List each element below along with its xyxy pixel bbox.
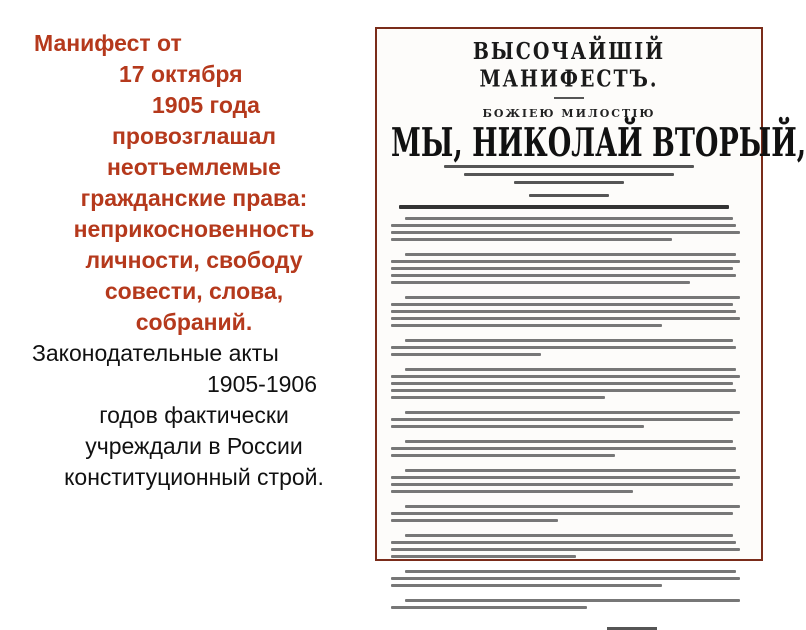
document-paragraph-gap <box>391 432 747 436</box>
document-text-line <box>391 541 736 544</box>
manifest-line-6: гражданские права: <box>80 185 308 211</box>
document-text-line <box>391 224 736 227</box>
document-text-line <box>405 534 733 537</box>
document-text-line <box>391 382 733 385</box>
manifest-line-3: 1905 года <box>152 92 260 118</box>
document-header: ВЫСОЧАЙШІЙ МАНИФЕСТЪ. <box>472 37 666 93</box>
document-text-line <box>391 577 740 580</box>
document-text-line <box>391 606 587 609</box>
acts-line-5: конституционный строй. <box>64 464 324 490</box>
document-text-line <box>391 324 662 327</box>
document-text-line <box>391 555 576 558</box>
document-text-line <box>391 353 541 356</box>
document-text-line <box>391 267 733 270</box>
document-text-line <box>391 310 736 313</box>
document-body <box>391 217 747 617</box>
document-text-line <box>391 519 558 522</box>
document-text-line <box>391 281 690 284</box>
document-paragraph-gap <box>391 497 747 501</box>
document-paragraph-gap <box>391 245 747 249</box>
document-text-line <box>391 584 662 587</box>
text-column <box>24 28 364 493</box>
document-text-line <box>405 411 740 414</box>
document-titles-block <box>391 165 747 197</box>
document-text-line <box>391 512 733 515</box>
document-text-line <box>391 317 740 320</box>
document-text-line <box>391 375 740 378</box>
document-heading-line <box>399 205 729 209</box>
document-text-line <box>391 274 736 277</box>
document-text-line <box>405 253 736 256</box>
document-subheader: БОЖІЕЮ МИЛОСТІЮ <box>482 107 656 120</box>
document-text-line <box>391 548 740 551</box>
document-text-line <box>391 389 736 392</box>
document-text-line <box>391 490 633 493</box>
document-text-line <box>391 418 733 421</box>
document-text-line <box>391 238 672 241</box>
document-ornament <box>554 97 584 99</box>
document-text-line <box>405 469 736 472</box>
manifest-line-2: 17 октября <box>119 61 243 87</box>
document-text-line <box>405 296 740 299</box>
manifest-line-7: неприкосновенность <box>73 216 315 242</box>
document-paragraph-gap <box>391 331 747 335</box>
document-text-line <box>405 505 740 508</box>
document-text-line <box>405 339 733 342</box>
document-text-line <box>391 346 736 349</box>
document-text-line <box>405 217 733 220</box>
document-text-line <box>391 396 605 399</box>
document-paragraph-gap <box>391 562 747 566</box>
document-text-line <box>405 368 736 371</box>
document-paragraph-gap <box>391 613 747 617</box>
acts-line-3: годов фактически <box>99 402 289 428</box>
document-paragraph-gap <box>391 526 747 530</box>
acts-line-2: 1905-1906 <box>207 371 317 397</box>
document-text-line <box>391 454 615 457</box>
acts-line-4: учреждали в России <box>85 433 303 459</box>
document-paragraph-gap <box>391 591 747 595</box>
document-title: МЫ, НИКОЛАЙ ВТОРЫЙ, <box>391 121 806 166</box>
document-text-line <box>464 173 674 176</box>
manifest-line-1: Манифест от <box>34 30 182 56</box>
document-text-line <box>391 476 740 479</box>
document-paragraph-gap <box>391 360 747 364</box>
acts-line-1: Законодательные акты <box>32 340 279 366</box>
manifest-line-5: неотъемлемые <box>107 154 281 180</box>
document-text-line <box>529 194 609 197</box>
manifest-line-8: личности, свободу <box>85 247 303 273</box>
manifest-line-10: собраний. <box>135 309 253 335</box>
document-text-line <box>391 303 733 306</box>
document-text-line <box>391 447 736 450</box>
document-text-line <box>405 599 740 602</box>
document-text-line <box>391 425 644 428</box>
document-paragraph-gap <box>391 288 747 292</box>
document-text-line <box>405 440 733 443</box>
document-text-line <box>391 483 733 486</box>
document-paragraph-gap <box>391 461 747 465</box>
manifest-document-image <box>375 27 806 561</box>
manifest-line-9: совести, слова, <box>104 278 284 304</box>
document-content <box>391 37 806 549</box>
document-text-line <box>391 260 740 263</box>
document-text-line <box>405 570 736 573</box>
document-text-line <box>514 181 624 184</box>
manifest-line-4: провозглашал <box>112 123 276 149</box>
document-paragraph-gap <box>391 403 747 407</box>
document-text-line <box>391 231 740 234</box>
